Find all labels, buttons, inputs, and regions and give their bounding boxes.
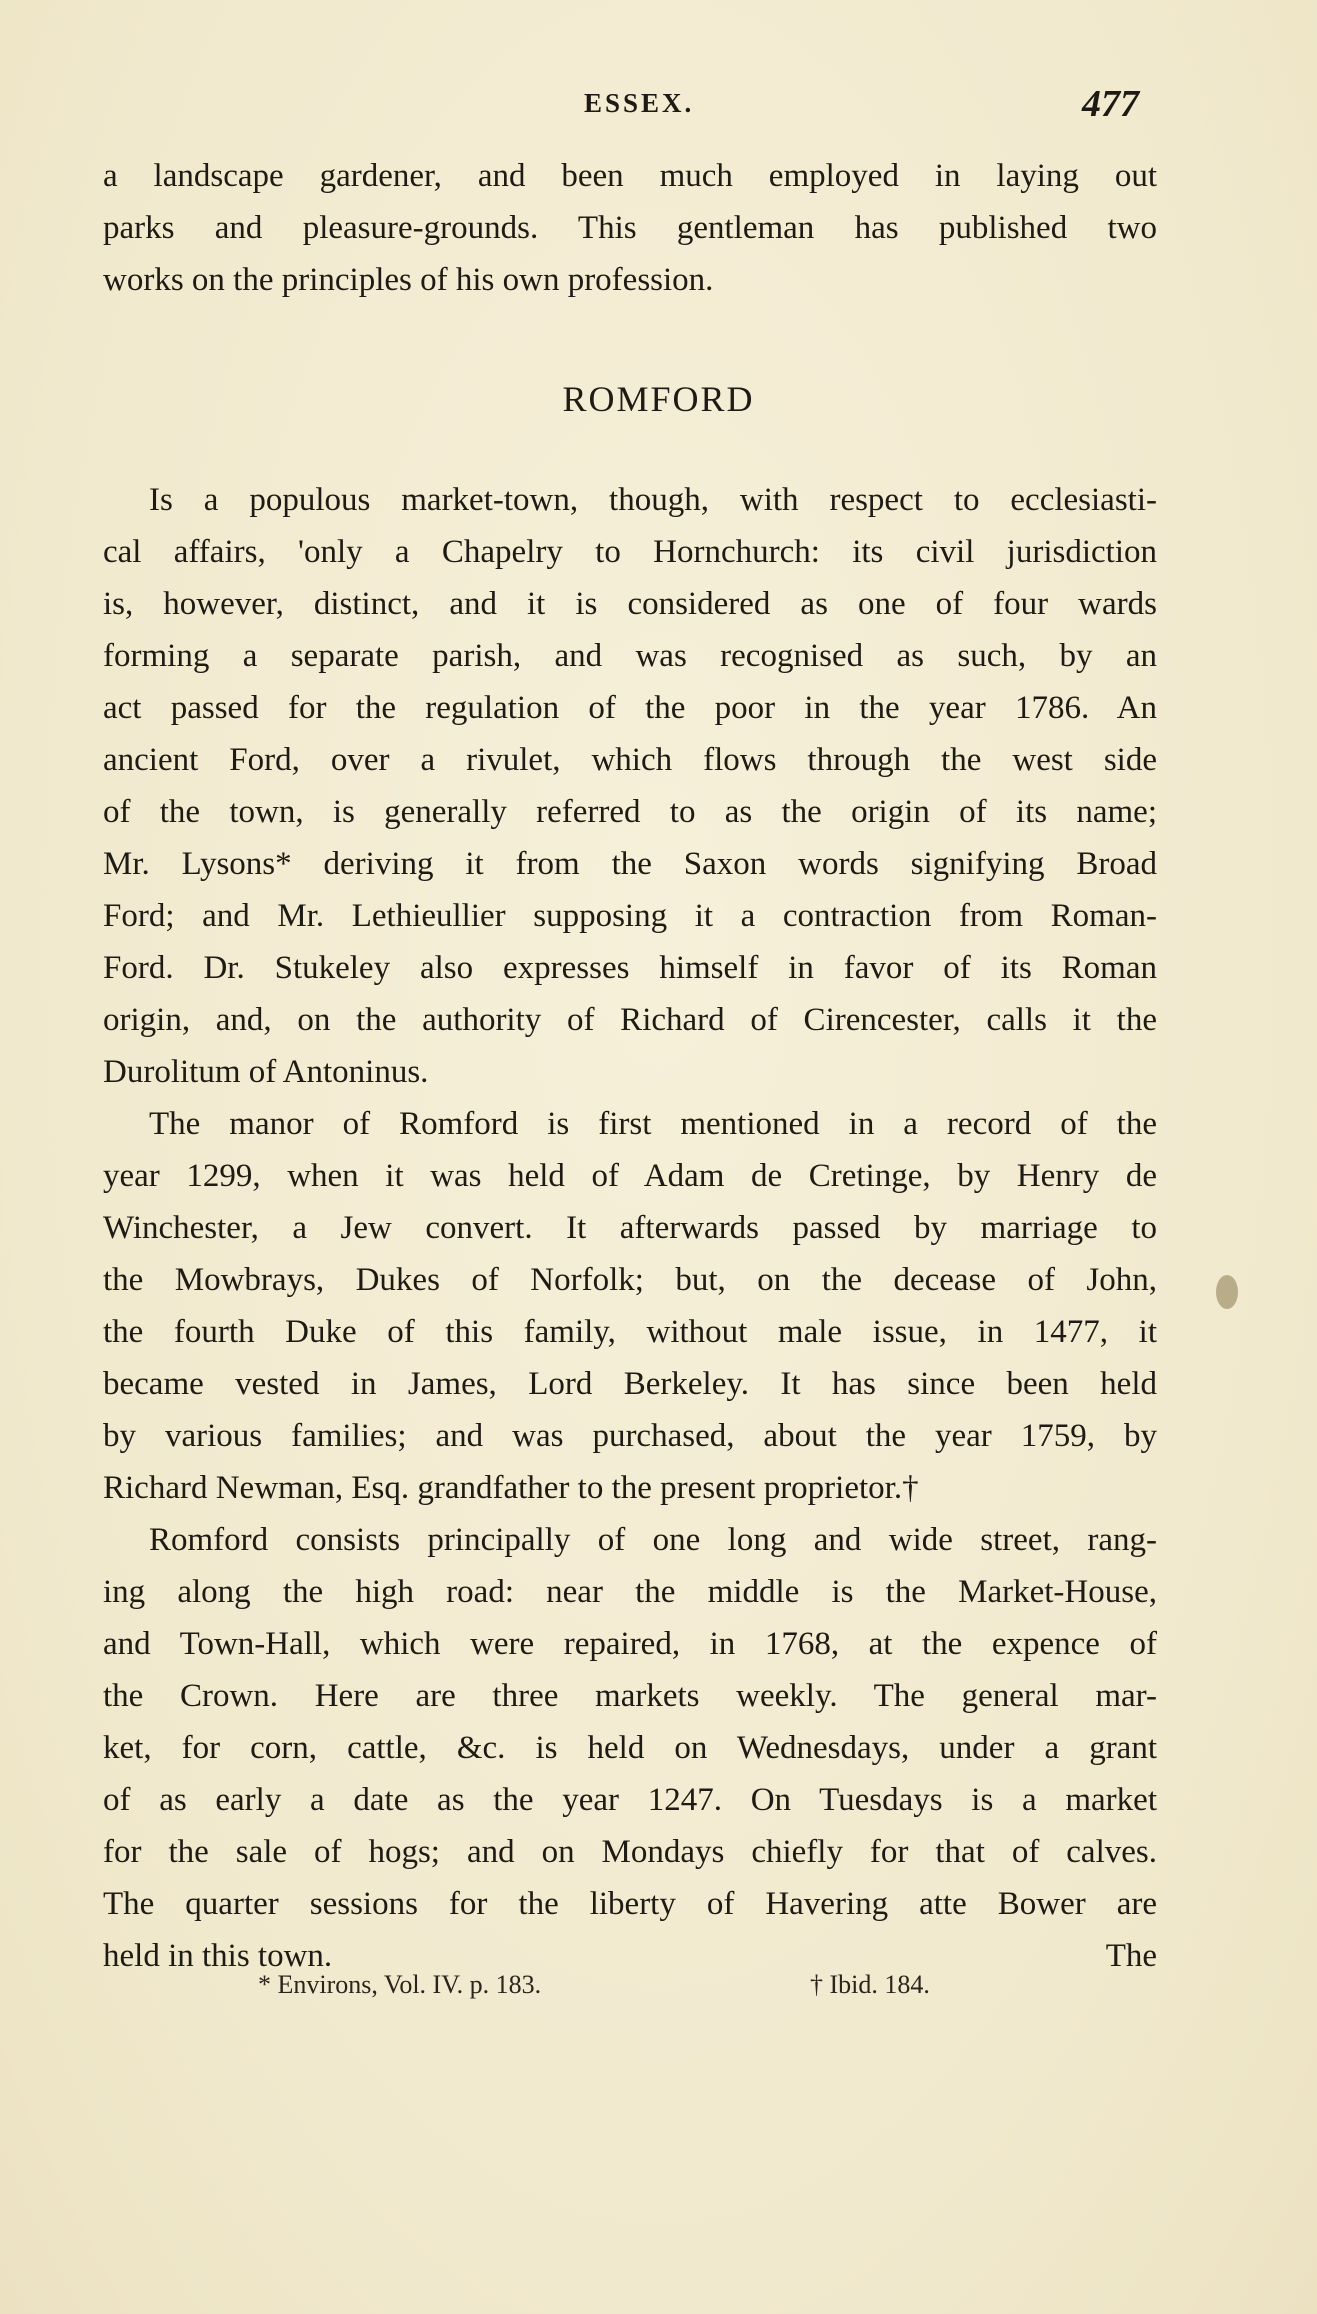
text-line: origin, and, on the authority of Richard of Cirencester, calls it the xyxy=(103,1002,1157,1038)
text-line: year 1299, when it was held of Adam de Cretinge, by Henry de xyxy=(103,1158,1157,1194)
text-line: by various families; and was purchased, about the year 1759, by xyxy=(103,1418,1157,1454)
text-line: the Crown. Here are three markets weekly. The general mar- xyxy=(103,1678,1157,1714)
text-line: The manor of Romford is first mentioned in a record of the xyxy=(149,1106,1157,1142)
text-line: of the town, is generally referred to as the origin of its name; xyxy=(103,794,1157,830)
text-line: ancient Ford, over a rivulet, which flows through the west side xyxy=(103,742,1157,778)
footnote-1: * Environs, Vol. IV. p. 183. xyxy=(258,1970,542,1999)
text-line: Romford consists principally of one long and wide street, rang- xyxy=(149,1522,1157,1558)
text-line: Is a populous market-town, though, with respect to ecclesiasti- xyxy=(149,482,1157,518)
text-line: Mr. Lysons* deriving it from the Saxon words signifying Broad xyxy=(103,846,1157,882)
text-line: held in this town. xyxy=(103,1938,333,1974)
catchword: The xyxy=(1105,1938,1157,1974)
section-heading: ROMFORD xyxy=(562,379,755,419)
text-line: of as early a date as the year 1247. On Tuesdays is a market xyxy=(103,1782,1157,1818)
running-head xyxy=(0,83,1317,128)
text-line: Richard Newman, Esq. grandfather to the present proprietor.† xyxy=(103,1470,919,1506)
text-line: cal affairs, 'only a Chapelry to Hornchurch: its civil jurisdiction xyxy=(103,534,1157,570)
running-title: ESSEX. xyxy=(584,88,695,118)
text-line: ing along the high road: near the middle is the Market-House, xyxy=(103,1574,1157,1610)
text-line: and Town-Hall, which were repaired, in 1768, at the expence of xyxy=(103,1626,1157,1662)
text-line: became vested in James, Lord Berkeley. It has since been held xyxy=(103,1366,1157,1402)
text-line: a landscape gardener, and been much employed in laying out xyxy=(103,158,1157,194)
intro-paragraph xyxy=(103,150,1157,306)
text-line: ket, for corn, cattle, &c. is held on Wednesdays, under a grant xyxy=(103,1730,1157,1766)
text-line: Ford. Dr. Stukeley also expresses himself in favor of its Roman xyxy=(103,950,1157,986)
text-line: the fourth Duke of this family, without male issue, in 1477, it xyxy=(103,1314,1157,1350)
text-line: Winchester, a Jew convert. It afterwards passed by marriage to xyxy=(103,1210,1157,1246)
ink-stain xyxy=(1216,1275,1238,1309)
text-line: parks and pleasure-grounds. This gentleman has published two xyxy=(103,210,1157,246)
text-line: works on the principles of his own profession. xyxy=(103,262,714,298)
text-line: Durolitum of Antoninus. xyxy=(103,1054,429,1090)
page-number: 477 xyxy=(1082,83,1139,125)
text-line: for the sale of hogs; and on Mondays chiefly for that of calves. xyxy=(103,1834,1157,1870)
footnotes xyxy=(0,978,1317,1018)
text-line: is, however, distinct, and it is considered as one of four wards xyxy=(103,586,1157,622)
text-line: forming a separate parish, and was recognised as such, by an xyxy=(103,638,1157,674)
text-line: the Mowbrays, Dukes of Norfolk; but, on the decease of John, xyxy=(103,1262,1157,1298)
text-line: act passed for the regulation of the poor in the year 1786. An xyxy=(103,690,1157,726)
body-text xyxy=(103,474,1157,1982)
footnote-2: † Ibid. 184. xyxy=(810,1970,930,1999)
text-line: Ford; and Mr. Lethieullier supposing it a contraction from Roman- xyxy=(103,898,1157,934)
footnotes-row xyxy=(0,1970,1317,2010)
text-line: The quarter sessions for the liberty of Havering atte Bower are xyxy=(103,1886,1157,1922)
